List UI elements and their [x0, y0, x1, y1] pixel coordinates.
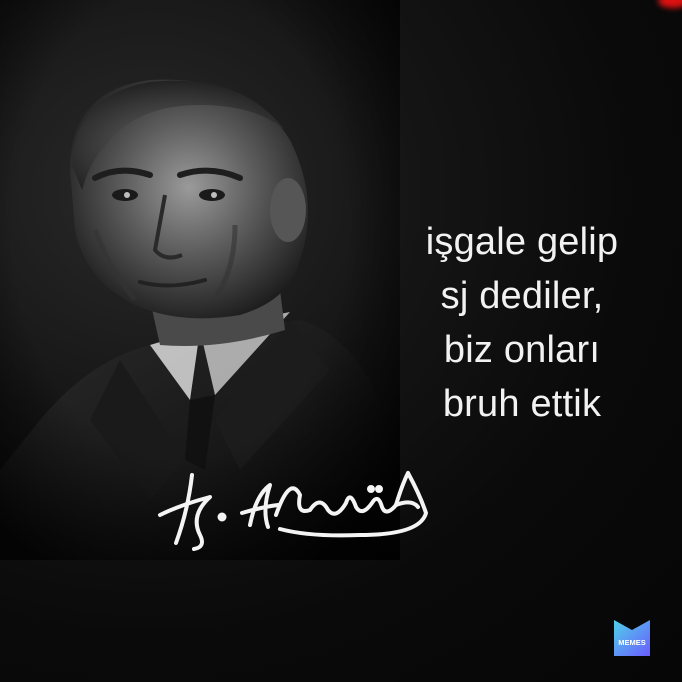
- caption-line: biz onları: [443, 329, 601, 371]
- meme-caption: [392, 215, 652, 431]
- memes-watermark: [612, 618, 652, 658]
- caption-line: bruh ettik: [442, 383, 602, 425]
- ataturk-signature: [150, 455, 440, 565]
- watermark-label: MEMES: [618, 638, 646, 647]
- red-corner-accent: [658, 0, 682, 8]
- caption-line: sj dediler,: [440, 275, 604, 317]
- caption-line: işgale gelip: [425, 221, 619, 263]
